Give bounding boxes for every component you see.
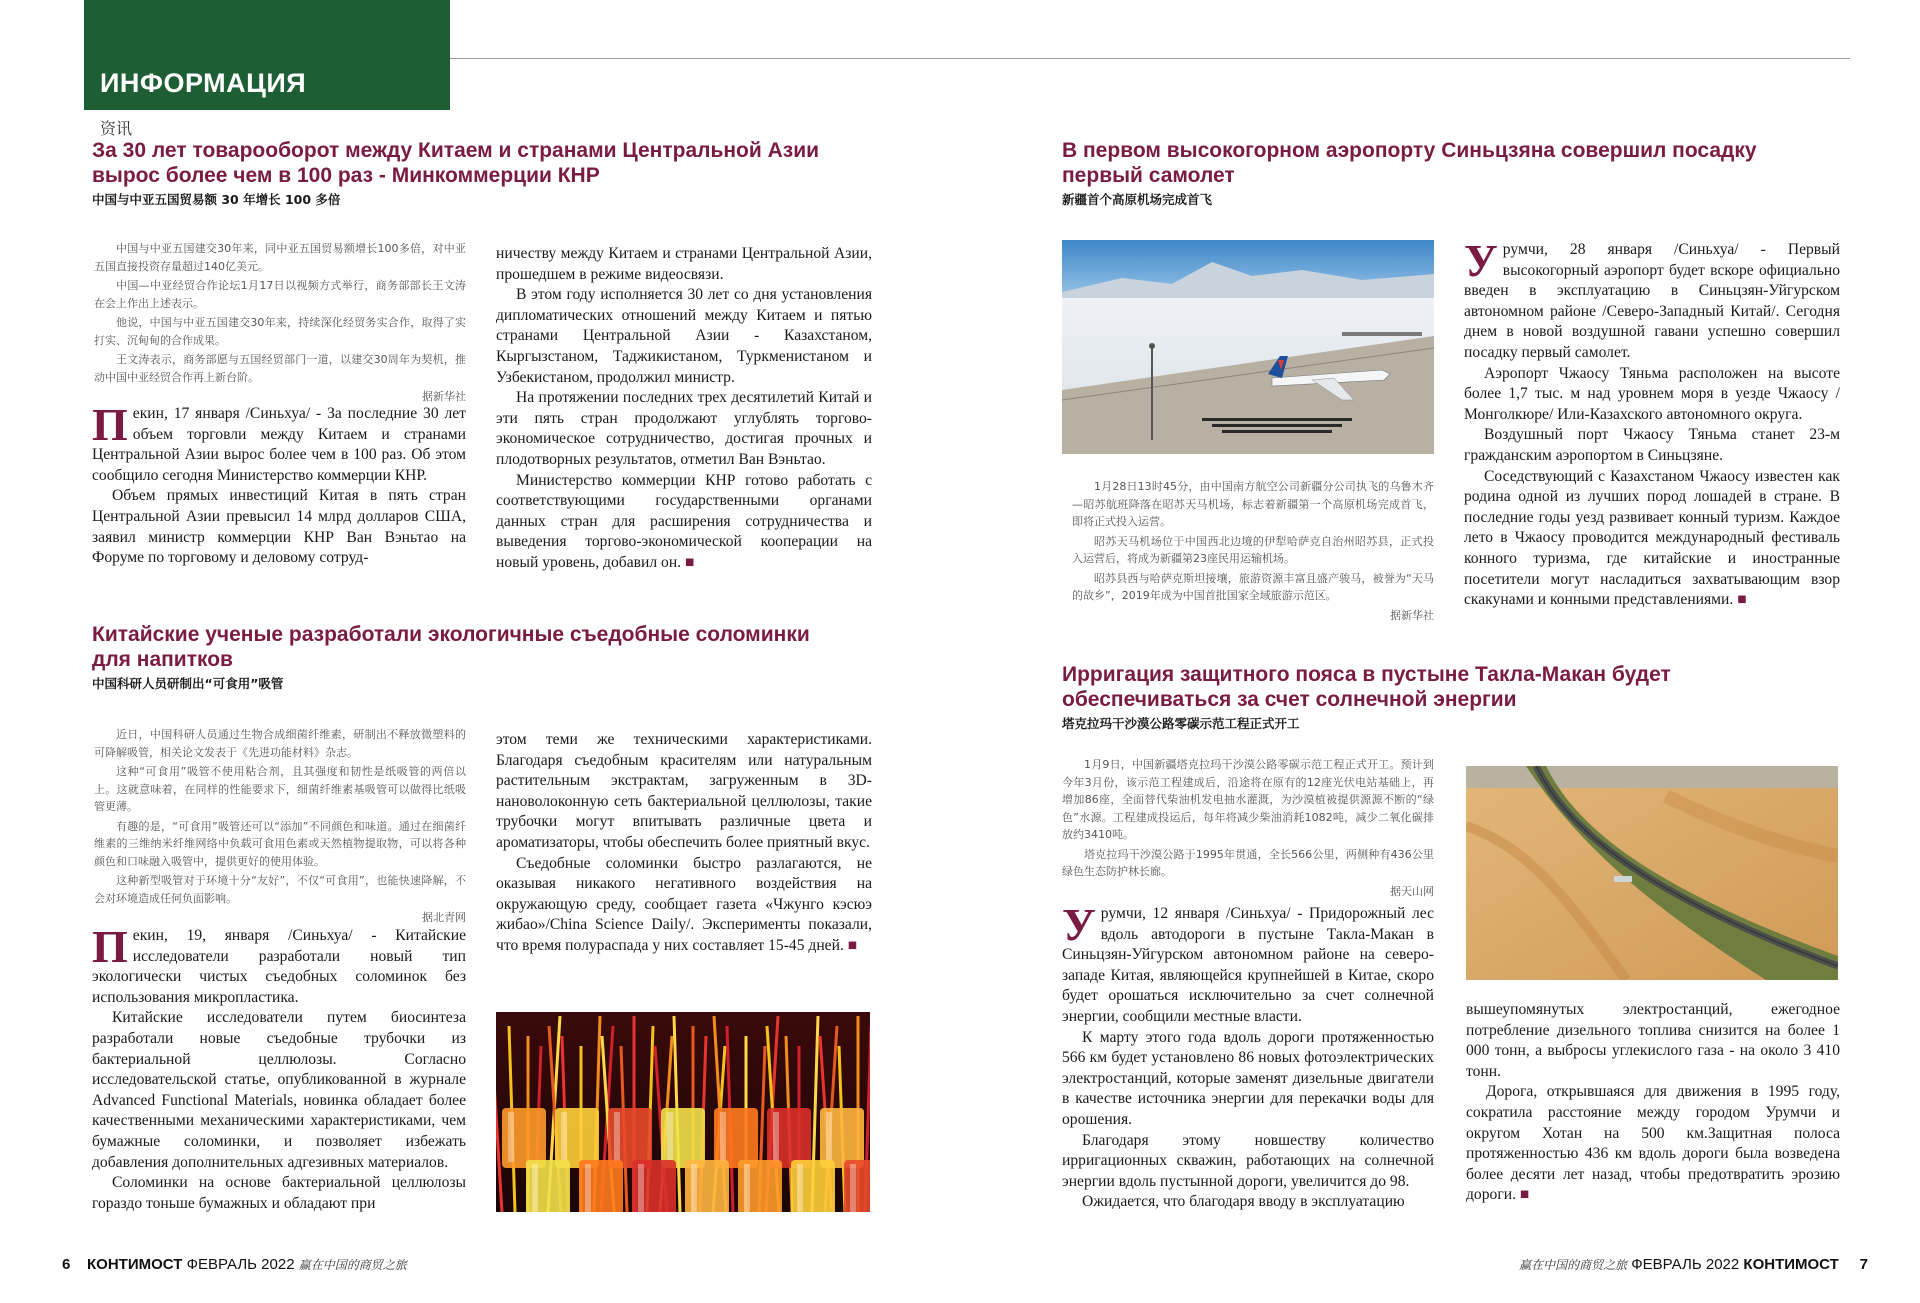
cn-paragraph: 中国与中亚五国建交30年来，同中亚五国贸易额增长100多倍，对中亚五国直接投资存量超过140亿美元。 bbox=[94, 242, 466, 273]
cn-source: 据新华社 bbox=[422, 390, 466, 403]
cn-paragraph: 王文涛表示，商务部愿与五国经贸部门一道，以建交30周年为契机，推动中国中亚经贸合作再上新台阶。 bbox=[94, 353, 466, 384]
paragraph: ничеству между Китаем и странами Центральной Азии, прошедшем в режиме видеосвязи. bbox=[496, 245, 872, 283]
paragraph: этом теми же техническими характеристиками. Благодаря съедобным красителям или натуральным растительным экстрактам, загруженным в 3D-нановолоконную сеть бактериальной целлюлозы, такие трубочки могут впитывать различные цвета и ароматизаторы, чтобы обеспечить более приятный вкус. bbox=[496, 731, 872, 851]
issue-date: ФЕВРАЛЬ 2022 bbox=[186, 1256, 295, 1273]
end-mark: ■ bbox=[1519, 1186, 1530, 1204]
article2-cn-summary bbox=[94, 726, 466, 925]
lead-text: екин, 19, января /Синьхуа/ - Китайские исследователи разработали новый тип экологически чистых съедобных соломинок без использования микропластика. bbox=[92, 927, 466, 1006]
article2-lead bbox=[92, 921, 466, 1008]
end-mark: ■ bbox=[1737, 591, 1747, 609]
cn-source: 据天山网 bbox=[1390, 884, 1434, 898]
cn-paragraph: 中国—中亚经贸合作论坛1月17日以视频方式举行，商务部部长王文涛在会上作出上述表示。 bbox=[94, 279, 466, 310]
article2-headline: Китайские ученые разработали экологичные съедобные соломинки для напитков bbox=[92, 623, 810, 671]
paragraph: Ожидается, что благодаря вводу в эксплуатацию bbox=[1082, 1193, 1405, 1211]
drop-cap: У bbox=[1062, 899, 1096, 950]
article4-column2 bbox=[1466, 1000, 1840, 1206]
article4-headline: Ирригация защитного пояса в пустыне Такла-Макан будет обеспечиваться за счет солнечной энергии bbox=[1062, 663, 1671, 711]
article3-cn-subtitle: 新疆首个高原机场完成首飞 bbox=[1062, 192, 1213, 207]
cn-paragraph: 昭苏县西与哈萨克斯坦接壤，旅游资源丰富且盛产骏马，被誉为“天马的故乡”，2019年成为中国首批国家全域旅游示范区。 bbox=[1072, 571, 1434, 602]
header-rule bbox=[450, 58, 1850, 59]
cn-paragraph: 1月9日，中国新疆塔克拉玛干沙漠公路零碳示范工程正式开工。预计到今年3月份，该示范工程建成后，沿途将在原有的12座光伏电站基础上，再增加86座，全面替代柴油机发电抽水灌溉，为沙漠植被提供源源不断的“绿色”水源。工程建成投运后，每年将减少柴油消耗1082吨，减少二氧化碳排放约3410吨。 bbox=[1062, 758, 1434, 841]
cn-paragraph: 这种“可食用”吸管不使用粘合剂，且其强度和韧性是纸吸管的两倍以上。这就意味着，在同样的性能要求下，细菌纤维素基吸管可以做得比纸吸管更薄。 bbox=[94, 765, 466, 813]
paragraph bbox=[496, 471, 872, 574]
cn-paragraph: 近日，中国科研人员通过生物合成细菌纤维素，研制出不释放微塑料的可降解吸管，相关论文发表于《先进功能材料》杂志。 bbox=[94, 728, 466, 759]
drop-cap: П bbox=[92, 399, 128, 450]
cn-paragraph: 有趣的是，“可食用”吸管还可以“添加”不同颜色和味道。通过在细菌纤维素的三维纳米纤维网络中负载可食用色素或天然植物提取物，可以将各种颜色和口味融入吸管中，提供更好的使用体验。 bbox=[94, 819, 466, 868]
cn-paragraph: 他说，中国与中亚五国建交30年来，持续深化经贸务实合作，取得了实打实、沉甸甸的合作成果。 bbox=[94, 316, 466, 347]
paragraph: На протяжении последних трех десятилетий Китай и эти пять стран продолжают углублять торгово-экономическое сотрудничество, достигая прочных и плодотворных результатов, отметил Ван Вэньтао. bbox=[496, 389, 872, 468]
airport-photo bbox=[1062, 240, 1434, 454]
paragraph-text: Дорога, открывшаяся для движения в 1995 году, сократила расстояние между городом Урумчи и округом Хотан на 500 км.Защитная полоса протяженностью 436 км вдоль дороги была возведена более десяти лет назад, чтобы предотвратить эрозию дороги. bbox=[1466, 1083, 1840, 1204]
cn-paragraph: 塔克拉玛干沙漠公路于1995年贯通，全长566公里，两侧种有436公里绿色生态防护林长廊。 bbox=[1062, 847, 1434, 878]
paragraph: Объем прямых инвестиций Китая в пять стран Центральной Азии превысил 14 млрд долларов США, заявил министр коммерции КНР Ван Вэньтао на Форуме по торговому и деловому сотруд- bbox=[92, 487, 466, 567]
article4-lead bbox=[1062, 899, 1434, 1028]
drop-cap: П bbox=[92, 921, 128, 972]
article4-column1 bbox=[1062, 899, 1434, 1213]
paragraph bbox=[1464, 467, 1840, 611]
article1-column2 bbox=[496, 244, 872, 574]
magazine-name: КОНТИМОСТ bbox=[87, 1256, 183, 1273]
article1-headline: За 30 лет товарооборот между Китаем и странами Центральной Азии вырос более чем в 100 раз - Минкоммерции КНР bbox=[92, 139, 820, 187]
paragraph: Соломинки на основе бактериальной целлюлозы гораздо тоньше бумажных и обладают при bbox=[92, 1174, 466, 1212]
article2-column2 bbox=[496, 730, 872, 957]
article3-lead bbox=[1464, 235, 1840, 364]
paragraph: Благодаря этому новшеству количество ирригационных скважин, работающих на солнечной энергии вдоль пустынной дороги, увеличится до 98. bbox=[1062, 1131, 1434, 1190]
article3-cn-summary bbox=[1072, 478, 1434, 623]
cn-paragraph: 1月28日13时45分，由中国南方航空公司新疆分公司执飞的乌鲁木齐—昭苏航班降落在昭苏天马机场，标志着新疆第一个高原机场完成首飞，即将正式投入运营。 bbox=[1072, 480, 1434, 528]
page-number: 6 bbox=[62, 1256, 71, 1273]
paragraph: Аэропорт Чжаосу Тяньма расположен на высоте более 1,7 тыс. м над уровнем моря в уезде Чжаосу / Монголкюре/ Или-Казахского автономного округа. bbox=[1464, 364, 1840, 423]
issue-date: ФЕВРАЛЬ 2022 bbox=[1631, 1256, 1740, 1273]
paragraph-text: Съедобные соломинки быстро разлагаются, не оказывая никакого негативного воздействия на окружающую среду, сообщает газета «Чжунго кэсюэ жибао»/China Science Daily/. Эксперименты показали, что время полураспада у них составляет 15-45 дней. bbox=[496, 854, 872, 954]
page-number: 7 bbox=[1859, 1256, 1868, 1273]
drop-cap: У bbox=[1464, 235, 1498, 286]
slogan-cn: 赢在中国的商贸之旅 bbox=[298, 1258, 407, 1272]
paragraph: Воздушный порт Чжаосу Тяньма станет 23-м гражданским аэропортом в Синьцзяне. bbox=[1464, 426, 1840, 464]
paragraph-text: Министерство коммерции КНР готово работать с соответствующими государственными органами данных стран для расширения сотрудничества и выведения торгово-экономической кооперации на новый уровень, добавил он. bbox=[496, 471, 872, 571]
article2-cn-subtitle: 中国科研人员研制出“可食用”吸管 bbox=[92, 676, 284, 691]
paragraph-text: Соседствующий с Казахстаном Чжаосу известен как родина одной из лучших пород лошадей в стране. В последние годы уезд развивает конный туризм. Каждое лето в Чжаосу проводится международный фестиваль конного туризма, где китайские и иностранные посетители могут насладиться захватывающим взор скакунами и конными представлениями. bbox=[1464, 467, 1840, 609]
lead-text: екин, 17 января /Синьхуа/ - За последние 30 лет объем торговли между Китаем и странами Центральной Азии вырос более чем в 100 раз. Об этом сообщило сегодня Министерство коммерции КНР. bbox=[92, 405, 466, 484]
lead-text: румчи, 28 января /Синьхуа/ - Первый высокогорный аэропорт будет вскоре официально введен в эксплуатацию в Синьцзян-Уйгурском автономном районе /Северо-Западный Китай/. Сегодня днем в новой воздушной гавани успешно совершил посадку первый самолет. bbox=[1464, 241, 1840, 361]
straws-photo bbox=[496, 1012, 870, 1212]
section-subtitle-cn: 资讯 bbox=[100, 119, 133, 138]
cn-paragraph: 这种新型吸管对于环境十分“友好”，不仅“可食用”，也能快速降解，不会对环境造成任何负面影响。 bbox=[94, 874, 466, 905]
footer-left bbox=[62, 1256, 407, 1273]
magazine-name: КОНТИМОСТ bbox=[1743, 1256, 1839, 1273]
cn-paragraph: 昭苏天马机场位于中国西北边境的伊犁哈萨克自治州昭苏县，正式投入运营后，将成为新疆第23座民用运输机场。 bbox=[1072, 534, 1434, 565]
article4-cn-subtitle: 塔克拉玛干沙漠公路零碳示范工程正式开工 bbox=[1062, 716, 1300, 731]
article3-column2 bbox=[1464, 235, 1840, 611]
article1-column1 bbox=[92, 399, 466, 569]
desert-road-photo bbox=[1466, 766, 1838, 980]
cn-source: 据新华社 bbox=[1390, 608, 1434, 622]
article1-cn-subtitle: 中国与中亚五国贸易额 30 年增长 100 多倍 bbox=[92, 192, 341, 207]
cn-source: 据北青网 bbox=[422, 911, 466, 924]
paragraph bbox=[496, 854, 872, 957]
paragraph: К марту этого года вдоль дороги протяженностью 566 км будет установлено 86 новых фотоэлектрических электростанций, которые заменят дизельные двигатели в качестве источника энергии для перекачки воды для орошения. bbox=[1062, 1028, 1434, 1128]
end-mark: ■ bbox=[684, 553, 695, 571]
paragraph: вышеупомянутых электростанций, ежегодное потребление дизельного топлива снизится на более 1 000 тонн, а выбросы углекислого газа - на около 3 410 тонн. bbox=[1466, 1001, 1840, 1080]
article2-column1 bbox=[92, 921, 466, 1214]
paragraph: Китайские исследователи путем биосинтеза разработали новые съедобные трубочки из бактериальной целлюлозы. Согласно исследовательской статье, опубликованной в журнале Advanced Functional Materials, новинка обладает более качественными механическими характеристиками, чем бумажные соломинки, и позволяет избежать добавления дополнительных адгезивных материалов. bbox=[92, 1009, 466, 1171]
article1-cn-summary bbox=[94, 240, 466, 404]
article4-cn-summary bbox=[1062, 756, 1434, 899]
article3-headline: В первом высокогорном аэропорту Синьцзяна совершил посадку первый самолет bbox=[1062, 139, 1757, 187]
section-title: ИНФОРМАЦИЯ bbox=[100, 68, 307, 98]
end-mark: ■ bbox=[847, 936, 858, 954]
slogan-cn: 赢在中国的商贸之旅 bbox=[1519, 1258, 1628, 1272]
article1-lead bbox=[92, 399, 466, 486]
paragraph: В этом году исполняется 30 лет со дня установления дипломатических отношений между Китаем и пятью странами Центральной Азии - Казахстаном, Кыргызстаном, Таджикистаном, Туркменистаном и Узбекистаном, продолжил министр. bbox=[496, 286, 872, 386]
lead-text: румчи, 12 января /Синьхуа/ - Придорожный лес вдоль автодороги в пустыне Такла-Макан в Синьцзян-Уйгурском автономном районе на северо-западе Китая, являющейся крупнейшей в Китае, скоро будет орошаться исключительно за счет солнечной энергии, сообщили местные власти. bbox=[1062, 905, 1434, 1025]
paragraph bbox=[1466, 1082, 1840, 1206]
footer-right bbox=[1519, 1256, 1868, 1273]
